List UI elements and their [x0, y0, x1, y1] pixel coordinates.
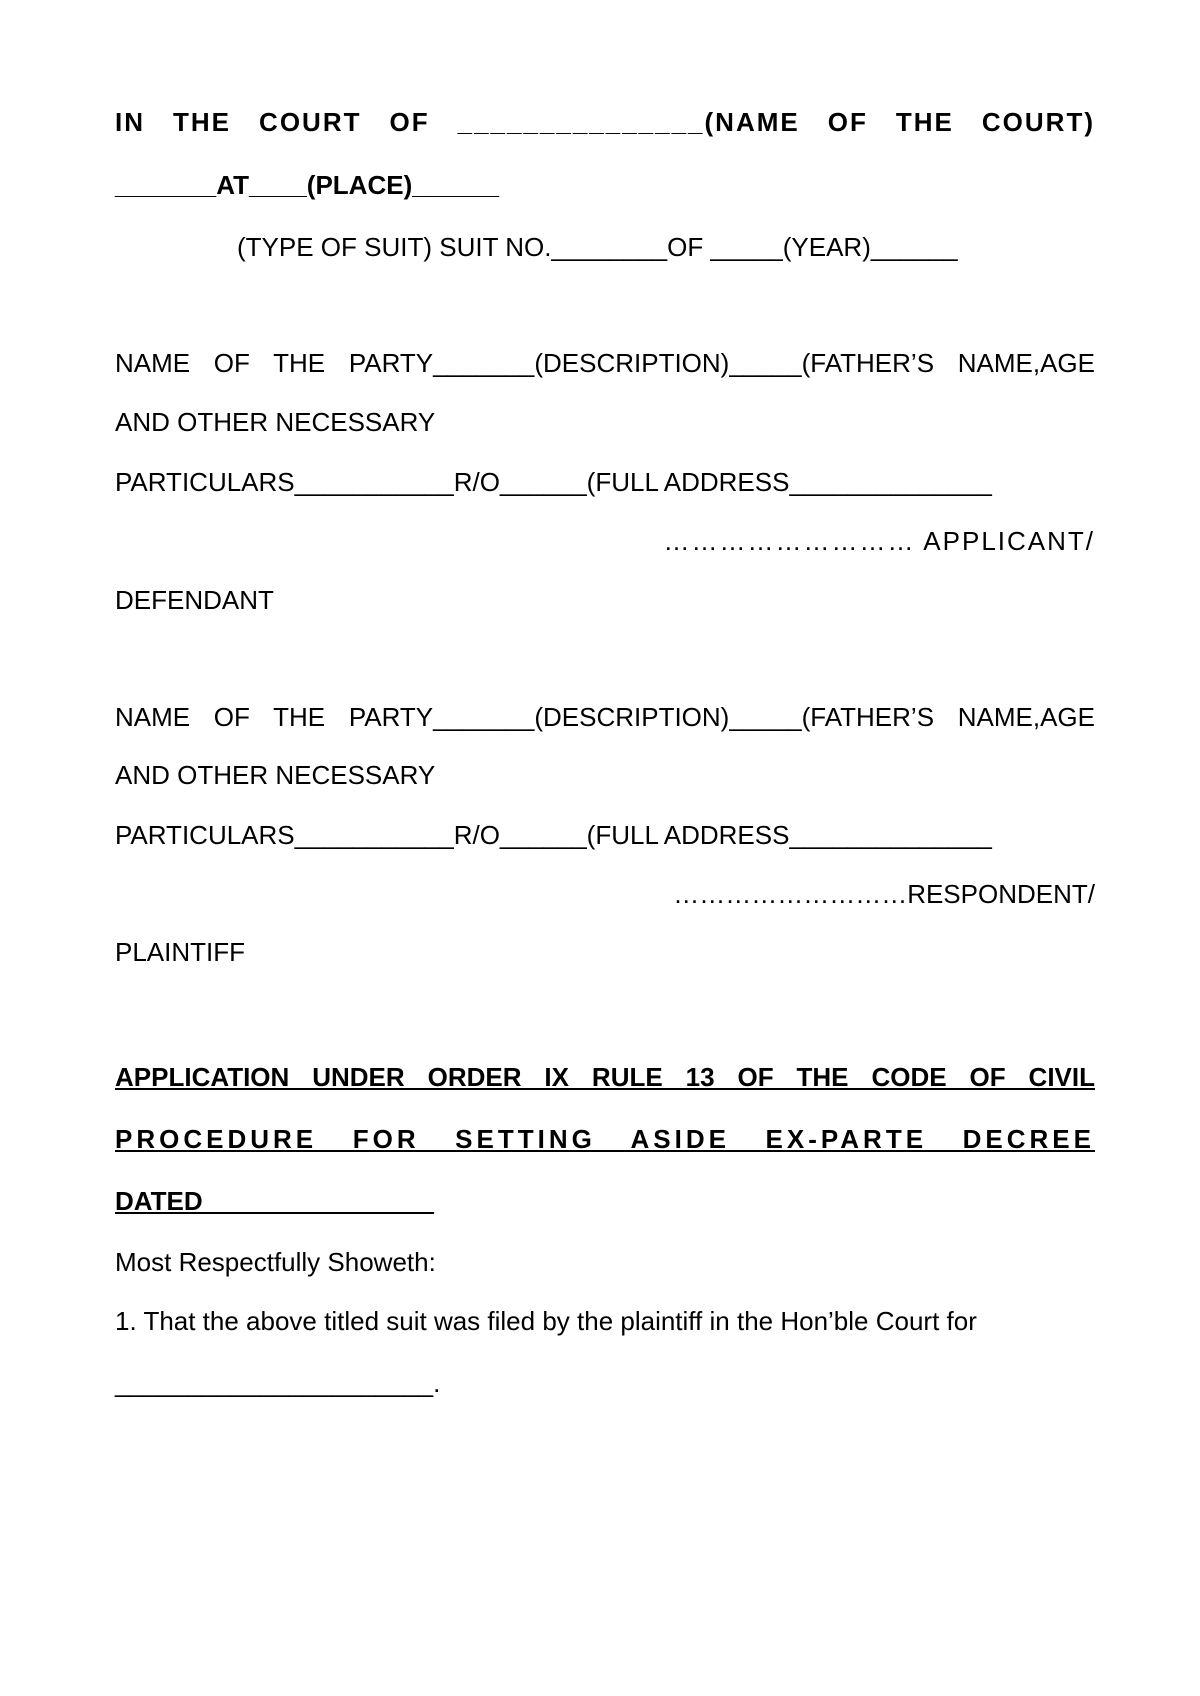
- party-two-address-line: PARTICULARS___________R/O______(FULL ADDRESS______________: [115, 820, 992, 850]
- application-title-line-2: PROCEDURE FOR SETTING ASIDE EX-PARTE DECREE: [115, 1124, 1095, 1154]
- paragraph-1-line-1: 1. That the above titled suit was filed by the plaintiff in the Hon’ble Court for: [115, 1306, 977, 1336]
- party-one-particulars-line: AND OTHER NECESSARY: [115, 407, 436, 437]
- suit-number-line: (TYPE OF SUIT) SUIT NO.________OF _____(YEAR)______: [237, 232, 958, 262]
- party-two-particulars-line: AND OTHER NECESSARY: [115, 760, 436, 790]
- party-two-role-line: ………………………RESPONDENT/: [673, 879, 1095, 909]
- party-one-role-line: ……………………… APPLICANT/: [663, 526, 1095, 556]
- court-name-line: IN THE COURT OF _______________(NAME OF THE COURT): [115, 107, 1095, 137]
- party-one-name-line: NAME OF THE PARTY_______(DESCRIPTION)_____(FATHER’S NAME,AGE: [115, 348, 1095, 378]
- party-one-role-continuation: DEFENDANT: [115, 585, 274, 615]
- salutation: Most Respectfully Showeth:: [115, 1247, 436, 1277]
- paragraph-1-line-2: ______________________.: [115, 1368, 441, 1398]
- application-title-line-1: APPLICATION UNDER ORDER IX RULE 13 OF THE CODE OF CIVIL: [115, 1062, 1095, 1092]
- party-one-address-line: PARTICULARS___________R/O______(FULL ADDRESS______________: [115, 467, 992, 497]
- party-two-name-line: NAME OF THE PARTY_______(DESCRIPTION)_____(FATHER’S NAME,AGE: [115, 702, 1095, 732]
- party-two-role-continuation: PLAINTIFF: [115, 937, 246, 967]
- application-title-line-3: DATED________________: [115, 1186, 434, 1216]
- court-place-line: _______AT____(PLACE)______: [115, 170, 499, 200]
